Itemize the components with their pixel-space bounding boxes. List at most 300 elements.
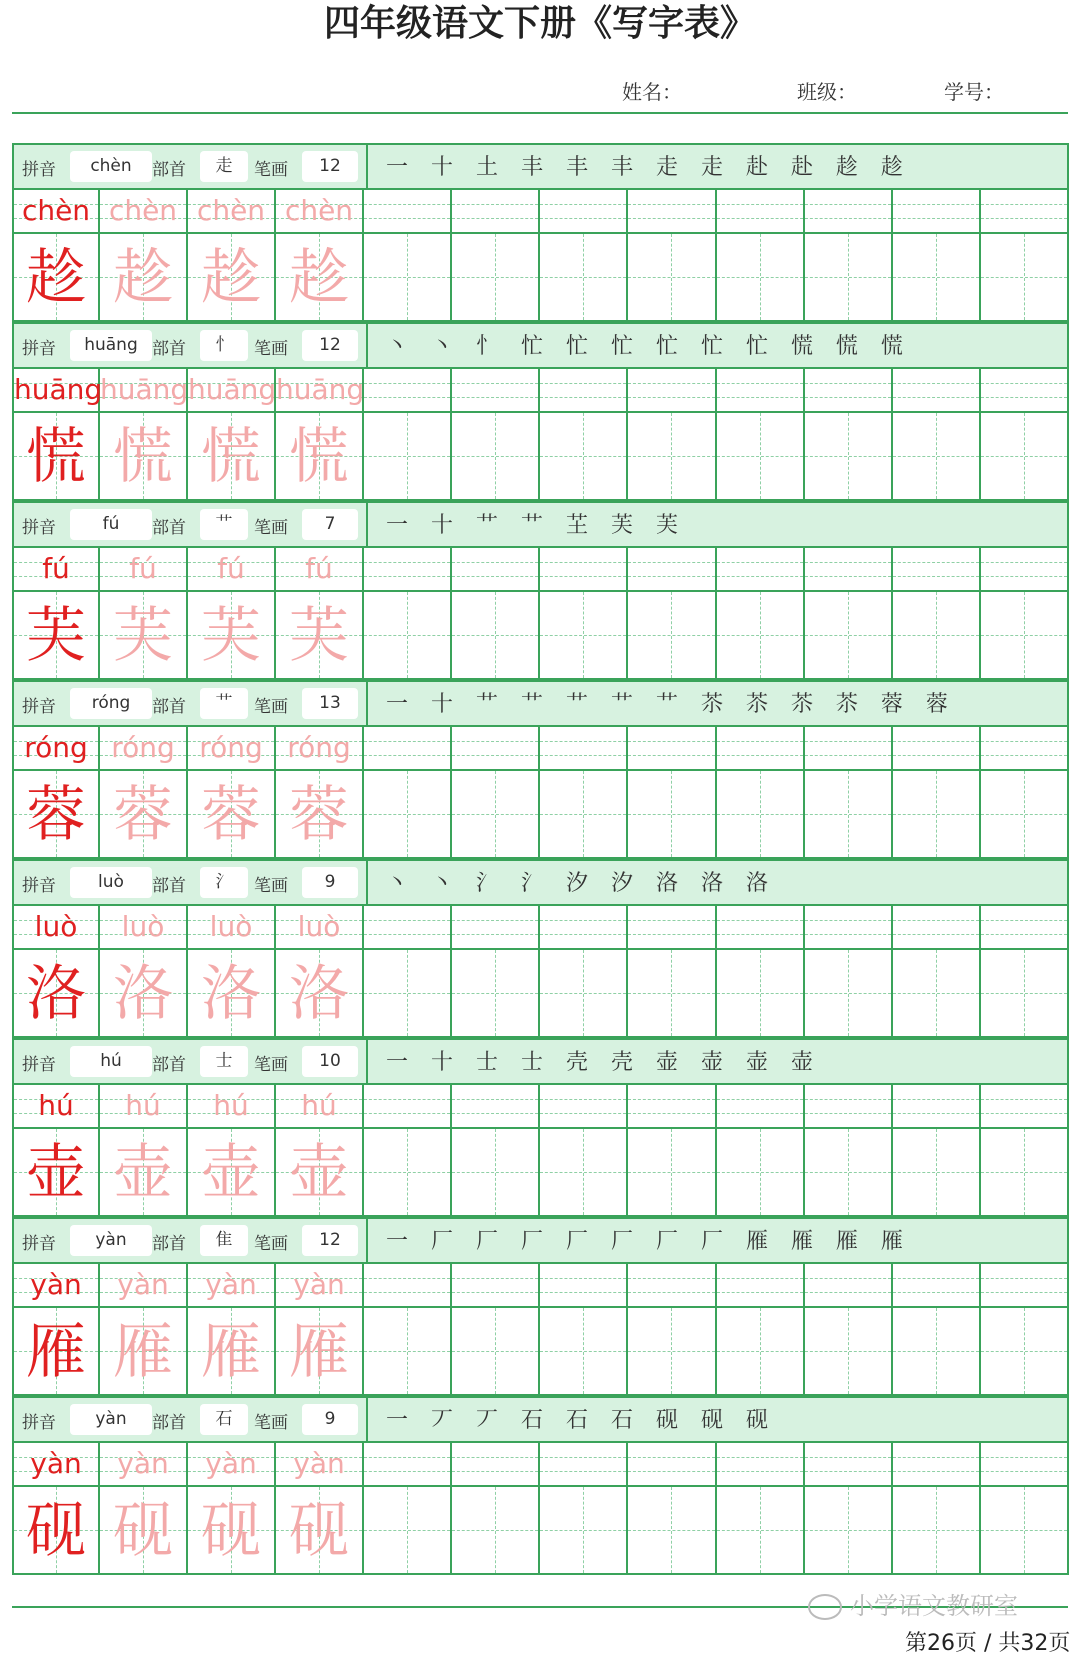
pinyin-writing-cell[interactable] — [540, 1264, 628, 1308]
character-writing-cell — [188, 1308, 276, 1396]
pinyin-writing-cell[interactable] — [364, 727, 452, 771]
pinyin-writing-cell — [188, 906, 276, 950]
model-pinyin: hú — [38, 1089, 74, 1122]
model-character: 蓉 — [26, 780, 86, 850]
trace-pinyin: luò — [209, 910, 253, 943]
character-writing-cell[interactable] — [628, 1487, 716, 1575]
character-block — [12, 1396, 1069, 1575]
character-writing-cell[interactable] — [805, 950, 893, 1038]
pinyin-writing-cell[interactable] — [540, 906, 628, 950]
character-writing-cell — [100, 950, 188, 1038]
trace-pinyin: hú — [125, 1089, 161, 1122]
trace-character: 壶 — [289, 1138, 349, 1208]
pinyin-writing-cell — [100, 190, 188, 234]
pinyin-writing-cell[interactable] — [452, 1264, 540, 1308]
character-writing-cell[interactable] — [893, 1487, 981, 1575]
pinyin-value: yàn — [70, 1404, 152, 1435]
model-pinyin: róng — [24, 731, 88, 764]
character-info — [14, 503, 368, 546]
character-writing-cell[interactable] — [717, 950, 805, 1038]
stroke-order-sequence: 一 十 士 士 壳 壳 壶 壶 壶 壶 — [386, 1050, 821, 1075]
trace-character: 砚 — [113, 1496, 173, 1566]
character-writing-cell[interactable] — [452, 234, 540, 322]
character-writing-cell — [12, 771, 100, 859]
character-writing-cell[interactable] — [628, 413, 716, 501]
character-writing-cell[interactable] — [981, 1487, 1069, 1575]
pinyin-writing-cell[interactable] — [805, 548, 893, 592]
character-info-header — [12, 501, 1069, 548]
radical-value: 艹 — [200, 688, 248, 719]
character-writing-cell — [12, 950, 100, 1038]
character-writing-cell[interactable] — [717, 771, 805, 859]
pinyin-writing-cell — [276, 1085, 364, 1129]
character-writing-cell[interactable] — [717, 413, 805, 501]
pinyin-writing-cell[interactable] — [981, 1085, 1069, 1129]
model-character: 雁 — [26, 1317, 86, 1387]
pinyin-writing-cell[interactable] — [540, 369, 628, 413]
pinyin-writing-cell[interactable] — [628, 727, 716, 771]
model-character: 慌 — [26, 422, 86, 492]
pinyin-value: chèn — [70, 151, 152, 182]
trace-character: 蓉 — [113, 780, 173, 850]
stroke-order-sequence: 一 厂 厂 厂 厂 厂 厂 厂 雁 雁 雁 雁 — [386, 1229, 911, 1254]
pinyin-writing-cell[interactable] — [981, 190, 1069, 234]
trace-pinyin: yàn — [205, 1447, 257, 1480]
character-writing-cell[interactable] — [717, 1487, 805, 1575]
pinyin-label: 拼音 — [22, 518, 56, 538]
pinyin-writing-cell[interactable] — [893, 727, 981, 771]
character-info — [14, 682, 368, 725]
radical-label: 部首 — [152, 339, 186, 359]
pinyin-writing-cell[interactable] — [364, 1085, 452, 1129]
character-block — [12, 501, 1069, 680]
character-writing-cell[interactable] — [805, 771, 893, 859]
pinyin-writing-cell[interactable] — [452, 548, 540, 592]
character-writing-cell[interactable] — [540, 234, 628, 322]
pinyin-writing-cell[interactable] — [981, 1443, 1069, 1487]
character-writing-cell — [188, 1487, 276, 1575]
character-writing-cell[interactable] — [364, 1129, 452, 1217]
pinyin-writing-cell[interactable] — [540, 1085, 628, 1129]
pinyin-writing-cell — [188, 548, 276, 592]
pinyin-writing-cell[interactable] — [540, 1443, 628, 1487]
character-writing-cell — [188, 413, 276, 501]
pinyin-writing-cell[interactable] — [717, 1085, 805, 1129]
pinyin-writing-cell[interactable] — [893, 1443, 981, 1487]
name-label: 姓名： — [622, 80, 682, 104]
pinyin-writing-cell[interactable] — [452, 1085, 540, 1129]
trace-pinyin: huāng — [276, 373, 365, 406]
pinyin-writing-cell[interactable] — [364, 369, 452, 413]
pinyin-writing-cell[interactable] — [805, 1264, 893, 1308]
pinyin-writing-cell[interactable] — [893, 190, 981, 234]
trace-character: 芙 — [113, 601, 173, 671]
pinyin-label: 拼音 — [22, 697, 56, 717]
pinyin-writing-cell — [100, 548, 188, 592]
character-writing-cell[interactable] — [805, 1487, 893, 1575]
trace-pinyin: chèn — [108, 194, 178, 227]
radical-value: 士 — [200, 1046, 248, 1077]
pinyin-writing-cell — [276, 906, 364, 950]
stroke-count-value: 12 — [302, 330, 358, 361]
trace-pinyin: róng — [111, 731, 175, 764]
character-writing-cell — [188, 1129, 276, 1217]
pinyin-writing-cell — [276, 1264, 364, 1308]
character-info — [14, 1398, 368, 1441]
character-writing-cell[interactable] — [452, 771, 540, 859]
pinyin-writing-cell[interactable] — [717, 369, 805, 413]
header-divider — [12, 112, 1068, 114]
character-writing-cell[interactable] — [981, 1129, 1069, 1217]
radical-value: 氵 — [200, 867, 248, 898]
stroke-count-label: 笔画 — [254, 1413, 288, 1433]
character-writing-cell[interactable] — [805, 234, 893, 322]
trace-pinyin: róng — [199, 731, 263, 764]
trace-character: 芙 — [289, 601, 349, 671]
character-writing-cell[interactable] — [805, 592, 893, 680]
character-info-header — [12, 859, 1069, 906]
model-character: 洛 — [26, 959, 86, 1029]
model-pinyin: chèn — [21, 194, 91, 227]
character-writing-cell[interactable] — [981, 771, 1069, 859]
pinyin-writing-cell — [188, 727, 276, 771]
pinyin-writing-cell[interactable] — [981, 1264, 1069, 1308]
trace-pinyin: luò — [297, 910, 341, 943]
character-writing-cell[interactable] — [364, 592, 452, 680]
practice-grid — [12, 1443, 1069, 1575]
pinyin-writing-cell[interactable] — [893, 548, 981, 592]
character-writing-cell[interactable] — [805, 1129, 893, 1217]
character-writing-cell[interactable] — [628, 771, 716, 859]
character-info — [14, 145, 368, 188]
pinyin-writing-cell[interactable] — [364, 190, 452, 234]
pinyin-writing-cell[interactable] — [893, 906, 981, 950]
character-writing-cell[interactable] — [628, 1129, 716, 1217]
pinyin-value: huāng — [70, 330, 152, 361]
model-pinyin: yàn — [30, 1447, 82, 1480]
radical-value: 艹 — [200, 509, 248, 540]
model-pinyin: fú — [42, 552, 70, 585]
character-info-header — [12, 1038, 1069, 1085]
character-writing-cell — [276, 413, 364, 501]
stroke-count-label: 笔画 — [254, 697, 288, 717]
character-writing-cell — [188, 234, 276, 322]
character-writing-cell — [276, 771, 364, 859]
character-writing-cell[interactable] — [717, 592, 805, 680]
pinyin-writing-cell[interactable] — [628, 1264, 716, 1308]
character-writing-cell[interactable] — [717, 1129, 805, 1217]
character-writing-cell[interactable] — [540, 1129, 628, 1217]
character-writing-cell[interactable] — [717, 234, 805, 322]
character-writing-cell — [276, 1129, 364, 1217]
pinyin-writing-cell[interactable] — [540, 190, 628, 234]
pinyin-writing-cell[interactable] — [717, 1443, 805, 1487]
practice-grid — [12, 1085, 1069, 1217]
character-writing-cell[interactable] — [540, 1487, 628, 1575]
character-writing-cell — [276, 234, 364, 322]
page-title: 四年级语文下册《写字表》 — [323, 3, 756, 44]
pinyin-writing-cell[interactable] — [364, 1264, 452, 1308]
trace-pinyin: huāng — [100, 373, 189, 406]
watermark — [808, 1586, 1018, 1621]
character-writing-cell[interactable] — [981, 950, 1069, 1038]
character-writing-cell[interactable] — [893, 413, 981, 501]
pinyin-writing-cell[interactable] — [452, 369, 540, 413]
pinyin-value: fú — [70, 509, 152, 540]
model-character: 趁 — [26, 243, 86, 313]
pinyin-writing-cell[interactable] — [364, 548, 452, 592]
pinyin-writing-cell[interactable] — [717, 548, 805, 592]
character-writing-cell[interactable] — [628, 592, 716, 680]
character-block — [12, 1038, 1069, 1217]
trace-pinyin: róng — [287, 731, 351, 764]
trace-character: 雁 — [289, 1317, 349, 1387]
character-writing-cell — [12, 1308, 100, 1396]
trace-pinyin: fú — [129, 552, 157, 585]
trace-pinyin: fú — [305, 552, 333, 585]
pinyin-writing-cell[interactable] — [717, 1264, 805, 1308]
character-writing-cell[interactable] — [452, 1129, 540, 1217]
stroke-order-sequence: 一 十 艹 艹 芏 芙 芙 — [386, 513, 686, 538]
character-writing-cell[interactable] — [452, 950, 540, 1038]
model-character: 芙 — [26, 601, 86, 671]
pinyin-writing-cell[interactable] — [981, 906, 1069, 950]
character-info-header — [12, 322, 1069, 369]
pinyin-writing-cell — [100, 1443, 188, 1487]
pinyin-writing-cell — [12, 1264, 100, 1308]
pinyin-writing-cell — [188, 1443, 276, 1487]
model-character: 砚 — [26, 1496, 86, 1566]
pinyin-writing-cell[interactable] — [981, 548, 1069, 592]
pinyin-writing-cell[interactable] — [717, 727, 805, 771]
pinyin-writing-cell[interactable] — [717, 190, 805, 234]
character-writing-cell — [276, 950, 364, 1038]
character-writing-cell — [100, 1129, 188, 1217]
radical-label: 部首 — [152, 1055, 186, 1075]
writing-sheet — [12, 143, 1069, 1573]
character-writing-cell[interactable] — [452, 592, 540, 680]
trace-character: 慌 — [113, 422, 173, 492]
character-writing-cell[interactable] — [893, 592, 981, 680]
character-writing-cell[interactable] — [805, 1308, 893, 1396]
character-block — [12, 322, 1069, 501]
pinyin-label: 拼音 — [22, 1055, 56, 1075]
radical-label: 部首 — [152, 160, 186, 180]
trace-pinyin: hú — [301, 1089, 337, 1122]
watermark-text: 小学语文教研室 — [850, 1592, 1018, 1620]
stroke-count-label: 笔画 — [254, 518, 288, 538]
pinyin-writing-cell[interactable] — [805, 369, 893, 413]
trace-pinyin: yàn — [293, 1268, 345, 1301]
pinyin-value: hú — [70, 1046, 152, 1077]
stroke-order-sequence: 一 十 土 丰 丰 丰 走 走 赴 赴 趁 趁 — [386, 155, 911, 180]
pinyin-writing-cell[interactable] — [364, 906, 452, 950]
pinyin-value: yàn — [70, 1225, 152, 1256]
stroke-count-label: 笔画 — [254, 339, 288, 359]
pinyin-writing-cell — [12, 1085, 100, 1129]
page-number: 第26页 / 共32页 — [905, 1631, 1071, 1656]
character-writing-cell[interactable] — [628, 1308, 716, 1396]
trace-character: 趁 — [201, 243, 261, 313]
character-writing-cell[interactable] — [452, 1308, 540, 1396]
stroke-order-sequence: 丶 丶 忄 忙 忙 忙 忙 忙 忙 慌 慌 慌 — [386, 334, 911, 359]
character-writing-cell — [188, 771, 276, 859]
pinyin-writing-cell[interactable] — [628, 1085, 716, 1129]
pinyin-label: 拼音 — [22, 339, 56, 359]
trace-pinyin: chèn — [196, 194, 266, 227]
trace-pinyin: chèn — [284, 194, 354, 227]
character-writing-cell[interactable] — [452, 413, 540, 501]
character-writing-cell[interactable] — [540, 1308, 628, 1396]
character-writing-cell[interactable] — [981, 413, 1069, 501]
character-writing-cell[interactable] — [981, 234, 1069, 322]
character-writing-cell[interactable] — [893, 1129, 981, 1217]
character-writing-cell[interactable] — [364, 1487, 452, 1575]
stroke-count-label: 笔画 — [254, 1234, 288, 1254]
character-writing-cell[interactable] — [893, 1308, 981, 1396]
character-writing-cell[interactable] — [717, 1308, 805, 1396]
practice-grid — [12, 727, 1069, 859]
practice-grid — [12, 190, 1069, 322]
pinyin-writing-cell — [12, 369, 103, 413]
stroke-count-label: 笔画 — [254, 160, 288, 180]
practice-grid — [12, 1264, 1069, 1396]
pinyin-writing-cell[interactable] — [717, 906, 805, 950]
pinyin-writing-cell[interactable] — [981, 369, 1069, 413]
character-writing-cell[interactable] — [540, 413, 628, 501]
character-writing-cell[interactable] — [364, 771, 452, 859]
stroke-order-sequence: 丶 丶 氵 氵 汐 汐 洛 洛 洛 — [386, 871, 776, 896]
trace-character: 砚 — [289, 1496, 349, 1566]
character-info-header — [12, 680, 1069, 727]
radical-label: 部首 — [152, 1234, 186, 1254]
character-block — [12, 1217, 1069, 1396]
trace-character: 趁 — [113, 243, 173, 313]
pinyin-writing-cell — [100, 1264, 188, 1308]
model-pinyin: luò — [34, 910, 78, 943]
character-writing-cell — [276, 1308, 364, 1396]
character-writing-cell[interactable] — [364, 1308, 452, 1396]
trace-pinyin: hú — [213, 1089, 249, 1122]
pinyin-writing-cell[interactable] — [628, 190, 716, 234]
character-writing-cell[interactable] — [628, 234, 716, 322]
model-pinyin: huāng — [14, 373, 103, 406]
pinyin-writing-cell[interactable] — [452, 190, 540, 234]
character-writing-cell — [188, 592, 276, 680]
pinyin-writing-cell[interactable] — [893, 1264, 981, 1308]
trace-character: 洛 — [113, 959, 173, 1029]
pinyin-writing-cell[interactable] — [452, 1443, 540, 1487]
pinyin-writing-cell — [276, 190, 364, 234]
character-info — [14, 861, 368, 904]
pinyin-writing-cell[interactable] — [540, 727, 628, 771]
practice-grid — [12, 906, 1069, 1038]
trace-character: 蓉 — [201, 780, 261, 850]
character-info — [14, 1219, 368, 1262]
pinyin-writing-cell — [100, 727, 188, 771]
pinyin-writing-cell[interactable] — [805, 1085, 893, 1129]
trace-character: 洛 — [201, 959, 261, 1029]
stroke-order-sequence: 一 丆 丆 石 石 石 砚 砚 砚 — [386, 1408, 776, 1433]
character-writing-cell[interactable] — [364, 950, 452, 1038]
radical-value: 走 — [200, 151, 248, 182]
pinyin-writing-cell — [100, 369, 188, 413]
character-writing-cell[interactable] — [364, 413, 452, 501]
pinyin-value: róng — [70, 688, 152, 719]
character-writing-cell[interactable] — [628, 950, 716, 1038]
pinyin-writing-cell[interactable] — [805, 1443, 893, 1487]
character-block — [12, 680, 1069, 859]
trace-pinyin: yàn — [117, 1447, 169, 1480]
pinyin-writing-cell[interactable] — [628, 548, 716, 592]
trace-pinyin: fú — [217, 552, 245, 585]
pinyin-writing-cell[interactable] — [628, 369, 716, 413]
trace-pinyin: yàn — [205, 1268, 257, 1301]
pinyin-writing-cell — [188, 190, 276, 234]
character-writing-cell[interactable] — [452, 1487, 540, 1575]
pinyin-writing-cell — [12, 548, 100, 592]
pinyin-writing-cell[interactable] — [893, 1085, 981, 1129]
character-writing-cell — [100, 592, 188, 680]
pinyin-writing-cell[interactable] — [628, 906, 716, 950]
pinyin-writing-cell — [276, 548, 364, 592]
character-writing-cell[interactable] — [893, 771, 981, 859]
pinyin-writing-cell[interactable] — [540, 548, 628, 592]
trace-character: 砚 — [201, 1496, 261, 1566]
pinyin-writing-cell[interactable] — [893, 369, 981, 413]
character-writing-cell[interactable] — [981, 592, 1069, 680]
radical-value: 隹 — [200, 1225, 248, 1256]
pinyin-label: 拼音 — [22, 1234, 56, 1254]
class-label: 班级： — [797, 80, 857, 104]
character-info-header — [12, 1396, 1069, 1443]
pinyin-writing-cell[interactable] — [364, 1443, 452, 1487]
character-writing-cell[interactable] — [540, 592, 628, 680]
pinyin-writing-cell[interactable] — [452, 727, 540, 771]
trace-character: 慌 — [289, 422, 349, 492]
stroke-count-value: 7 — [302, 509, 358, 540]
character-writing-cell[interactable] — [893, 950, 981, 1038]
model-pinyin: yàn — [30, 1268, 82, 1301]
pinyin-writing-cell — [188, 369, 276, 413]
pinyin-writing-cell — [276, 1443, 364, 1487]
character-info — [14, 324, 368, 367]
pinyin-writing-cell[interactable] — [805, 190, 893, 234]
trace-character: 壶 — [113, 1138, 173, 1208]
character-writing-cell — [100, 413, 188, 501]
character-block — [12, 859, 1069, 1038]
practice-grid — [12, 548, 1069, 680]
character-writing-cell[interactable] — [540, 771, 628, 859]
pinyin-writing-cell[interactable] — [805, 906, 893, 950]
character-writing-cell[interactable] — [540, 950, 628, 1038]
character-writing-cell[interactable] — [893, 234, 981, 322]
wechat-icon — [808, 1594, 842, 1620]
trace-character: 趁 — [289, 243, 349, 313]
pinyin-writing-cell[interactable] — [628, 1443, 716, 1487]
pinyin-writing-cell[interactable] — [805, 727, 893, 771]
trace-character: 洛 — [289, 959, 349, 1029]
pinyin-writing-cell — [12, 190, 100, 234]
stroke-count-value: 12 — [302, 151, 358, 182]
pinyin-writing-cell[interactable] — [452, 906, 540, 950]
character-writing-cell[interactable] — [981, 1308, 1069, 1396]
pinyin-writing-cell — [276, 369, 364, 413]
pinyin-writing-cell[interactable] — [981, 727, 1069, 771]
stroke-count-value: 9 — [302, 1404, 358, 1435]
character-writing-cell[interactable] — [805, 413, 893, 501]
character-writing-cell[interactable] — [364, 234, 452, 322]
